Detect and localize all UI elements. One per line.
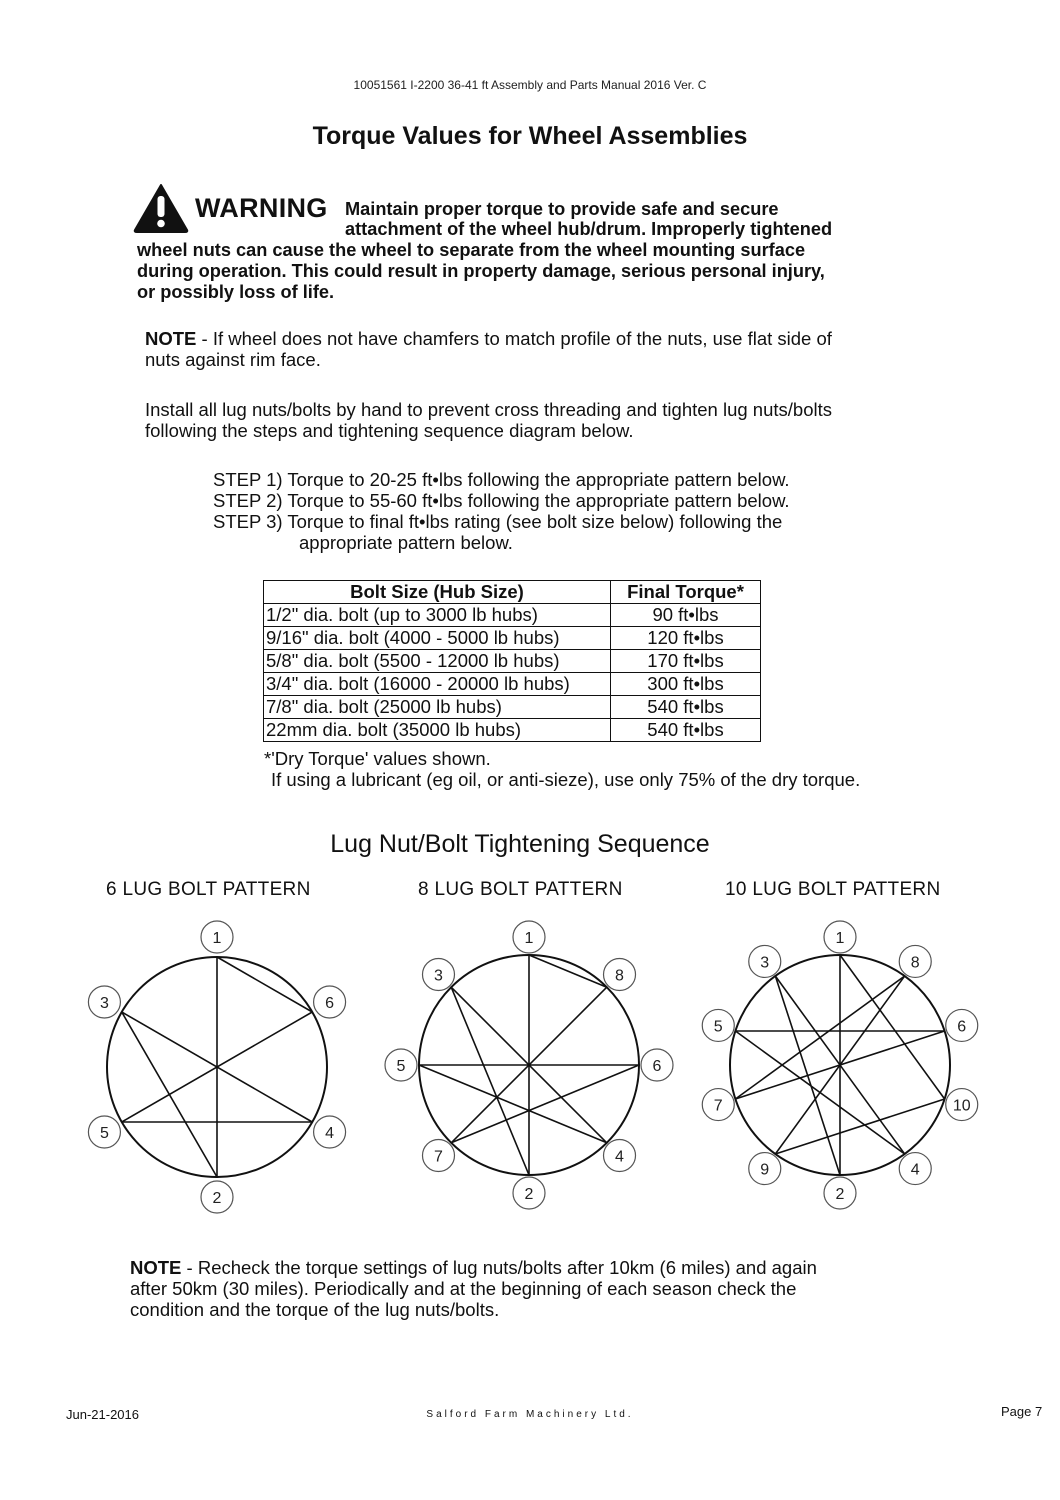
table-footnote: If using a lubricant (eg oil, or anti-sieze), use only 75% of the dry torque. bbox=[271, 769, 861, 790]
page-title: Torque Values for Wheel Assemblies bbox=[312, 122, 748, 150]
torque-cell: 540 ft•lbs bbox=[611, 696, 761, 719]
footer-date: Jun-21-2016 bbox=[66, 1407, 139, 1422]
note-chamfer bbox=[145, 328, 832, 349]
warning-text-line: or possibly loss of life. bbox=[137, 282, 335, 302]
bolt-size-cell: 9/16" dia. bolt (4000 - 5000 lb hubs) bbox=[264, 627, 611, 650]
torque-cell: 300 ft•lbs bbox=[611, 673, 761, 696]
bolt-number: 4 bbox=[615, 1148, 624, 1166]
bolt-number: 5 bbox=[99, 1125, 109, 1142]
bolt-number: 10 bbox=[952, 1097, 971, 1115]
bolt-size-cell: 1/2" dia. bolt (up to 3000 lb hubs) bbox=[264, 604, 611, 627]
warning-text-line: Maintain proper torque to provide safe and secure bbox=[345, 199, 779, 219]
sequence-line bbox=[775, 1099, 944, 1154]
note-recheck bbox=[130, 1257, 817, 1278]
torque-cell: 170 ft•lbs bbox=[611, 650, 761, 673]
table-footnote: *'Dry Torque' values shown. bbox=[264, 748, 491, 769]
bolt-size-cell: 7/8" dia. bolt (25000 lb hubs) bbox=[264, 696, 611, 719]
step-2: STEP 2) Torque to 55-60 ft•lbs following the appropriate pattern below. bbox=[213, 490, 790, 511]
bolt-number: 9 bbox=[760, 1161, 770, 1179]
footer-page: Page 7 bbox=[1001, 1404, 1043, 1419]
torque-cell: 540 ft•lbs bbox=[611, 719, 761, 742]
warning-triangle-icon bbox=[133, 183, 189, 233]
warning-text-line: wheel nuts can cause the wheel to separate from the wheel mounting surface bbox=[137, 240, 806, 260]
warning-label: WARNING bbox=[195, 193, 328, 223]
step-3: STEP 3) Torque to final ft•lbs rating (see bolt size below) following the bbox=[213, 511, 783, 532]
bolt-number: 3 bbox=[99, 995, 109, 1012]
bolt-number: 6 bbox=[325, 995, 335, 1012]
bolt-size-cell: 5/8" dia. bolt (5500 - 12000 lb hubs) bbox=[264, 650, 611, 673]
pattern-label-10: 10 LUG BOLT PATTERN bbox=[725, 879, 941, 900]
bolt-number: 2 bbox=[524, 1186, 534, 1203]
table-row bbox=[264, 719, 761, 742]
bolt-number: 1 bbox=[524, 930, 534, 947]
tightening-sequence-diagrams bbox=[0, 905, 1060, 1225]
sequence-title: Lug Nut/Bolt Tightening Sequence bbox=[330, 830, 710, 858]
bolt-number: 4 bbox=[910, 1161, 920, 1179]
sequence-line bbox=[419, 1065, 607, 1143]
note-recheck-cont: after 50km (30 miles). Periodically and at the beginning of each season check the bbox=[130, 1278, 797, 1299]
table-row bbox=[264, 696, 761, 719]
bolt-number: 4 bbox=[325, 1125, 335, 1142]
table-row bbox=[264, 627, 761, 650]
step-1: STEP 1) Torque to 20-25 ft•lbs following the appropriate pattern below. bbox=[213, 469, 790, 490]
torque-cell: 90 ft•lbs bbox=[611, 604, 761, 627]
install-text-line: following the steps and tightening sequence diagram below. bbox=[145, 420, 634, 441]
table-row bbox=[264, 650, 761, 673]
bolt-number: 2 bbox=[835, 1186, 845, 1203]
pattern-label-8: 8 LUG BOLT PATTERN bbox=[418, 879, 623, 900]
bolt-number: 2 bbox=[212, 1190, 222, 1207]
bolt-size-cell: 3/4" dia. bolt (16000 - 20000 lb hubs) bbox=[264, 673, 611, 696]
bolt-number: 8 bbox=[910, 954, 920, 972]
bolt-number: 7 bbox=[434, 1148, 443, 1166]
note-text: - If wheel does not have chamfers to match profile of the nuts, use flat side of bbox=[196, 328, 832, 349]
sequence-line bbox=[529, 955, 607, 987]
note-label: NOTE bbox=[130, 1257, 182, 1278]
note-label: NOTE bbox=[145, 328, 197, 349]
table-header-final-torque: Final Torque* bbox=[611, 581, 761, 604]
pattern-8-diagram bbox=[385, 921, 673, 1209]
sequence-line bbox=[451, 987, 529, 1175]
bolt-size-cell: 22mm dia. bolt (35000 lb hubs) bbox=[264, 719, 611, 742]
torque-table bbox=[263, 580, 761, 742]
bolt-number: 6 bbox=[957, 1018, 967, 1036]
table-header-bolt-size: Bolt Size (Hub Size) bbox=[264, 581, 611, 604]
bolt-number: 3 bbox=[434, 967, 443, 985]
footer-company: Salford Farm Machinery Ltd. bbox=[426, 1409, 634, 1420]
sequence-line bbox=[840, 955, 945, 1099]
note-chamfer-cont: nuts against rim face. bbox=[145, 349, 321, 370]
warning-text-line: during operation. This could result in property damage, serious personal injury, bbox=[137, 261, 825, 281]
pattern-6-diagram bbox=[88, 921, 345, 1213]
pattern-label-6: 6 LUG BOLT PATTERN bbox=[106, 879, 311, 900]
bolt-number: 6 bbox=[652, 1058, 662, 1075]
sequence-line bbox=[735, 976, 904, 1099]
table-header-row bbox=[264, 581, 761, 604]
bolt-number: 3 bbox=[760, 954, 770, 972]
note-recheck-cont: condition and the torque of the lug nuts/bolts. bbox=[130, 1299, 500, 1320]
bolt-number: 5 bbox=[713, 1018, 723, 1036]
bolt-number: 8 bbox=[615, 967, 624, 985]
document-header: 10051561 I-2200 36-41 ft Assembly and Parts Manual 2016 Ver. C bbox=[353, 78, 707, 92]
bolt-number: 1 bbox=[835, 930, 845, 947]
step-3-cont: appropriate pattern below. bbox=[299, 532, 513, 553]
note-text: - Recheck the torque settings of lug nuts/bolts after 10km (6 miles) and again bbox=[181, 1257, 817, 1278]
table-row bbox=[264, 604, 761, 627]
bolt-number: 1 bbox=[212, 930, 222, 947]
table-row bbox=[264, 673, 761, 696]
pattern-10-diagram bbox=[702, 921, 977, 1209]
sequence-line bbox=[217, 957, 312, 1012]
torque-cell: 120 ft•lbs bbox=[611, 627, 761, 650]
bolt-number: 7 bbox=[713, 1097, 723, 1115]
warning-text-line: attachment of the wheel hub/drum. Improperly tightened bbox=[345, 219, 833, 239]
bolt-number: 5 bbox=[396, 1058, 406, 1075]
sequence-line bbox=[451, 1065, 639, 1143]
install-text-line: Install all lug nuts/bolts by hand to prevent cross threading and tighten lug nuts/bolts bbox=[145, 399, 832, 420]
